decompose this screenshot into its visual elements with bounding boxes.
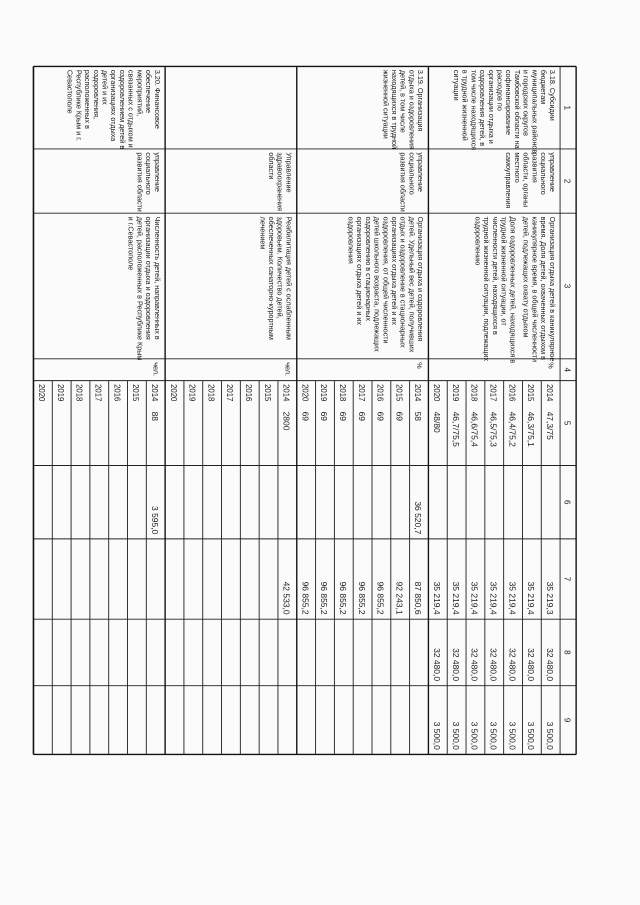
executor: Управлениездравоохраненияобласти [267,152,294,212]
year-cell: 2014 [149,384,159,402]
unit-cell: % [414,362,424,369]
value-cell: 69 [394,411,405,422]
indicator-text: Реабилитация детей с ослабленнымздоровьем. Количество детей,обеспеченных санаторно-курортнымлечением [258,216,294,340]
funding-col9: 3 500,0 [544,721,555,750]
year-cell: 2019 [319,384,329,402]
executor: управлениесоциальногоразвития области [135,152,162,212]
funding-col7: 35 219,3 [544,581,555,615]
funding-col7: 35 219,4 [526,581,537,615]
funding-col7: 92 243,1 [394,581,405,615]
funding-col8: 32 480,0 [469,648,480,682]
funding-col8: 32 480,0 [544,648,555,682]
indicator-text: Организация отдыха детей в каникулярноевремя. Доля детей, охваченных отдыхом вканикулярное время, в общей численностидетей, подлежащих охвату отдыхом [521,216,557,363]
funding-col7: 35 219,4 [507,581,518,615]
funding-col7: 96 855,2 [356,581,367,615]
funding-col7: 87 850,6 [413,581,424,615]
column-number-3: 3 [562,283,572,289]
column-number-2: 2 [562,178,572,184]
value-cell: 58 [413,411,424,422]
column-number-4: 4 [562,367,572,372]
value-cell: 46,7/75,5 [450,411,461,447]
year-cell: 2019 [187,384,197,402]
executor: управлениесоциальногоразвитияобласти, органыместногосамоуправления [504,152,557,209]
funding-col8: 32 480,0 [488,648,499,682]
column-number-5: 5 [562,420,572,426]
year-cell: 2017 [225,384,235,402]
year-cell: 2017 [356,384,366,402]
column-number-1: 1 [562,105,572,110]
year-cell: 2017 [488,384,498,402]
column-number-6: 6 [562,499,572,505]
year-cell: 2014 [413,384,423,402]
year-cell: 2016 [112,384,122,402]
funding-col7: 35 219,4 [469,581,480,615]
value-cell: 69 [375,411,386,422]
event-name: 3.20. Финансовоеобеспечениемероприятий,связанных с отдыхом иоздоровлением детей ворганизациях отдыхадетей и ихоздоровления,расположенных вРеспублике Крым и г.Севастополе [65,69,162,150]
funding-col6: 36 520,7 [413,501,424,535]
funding-col8: 32 480,0 [526,648,537,682]
year-cell: 2016 [375,384,385,402]
funding-col7: 42 533,0 [281,581,292,615]
funding-col8: 32 480,0 [432,648,443,682]
year-cell: 2019 [450,384,460,402]
funding-col9: 3 500,0 [450,721,461,750]
funding-col9: 3 500,0 [507,721,518,750]
column-number-8: 8 [562,650,572,655]
indicator-text: Организация отдыха и оздоровлениядетей. Удельный вес детей, получившихотдых и оздоровление в стационарныхорганизациях отдыха детей и ихоздоровления, от общей численностидетей школьного возраста, подлежащихоздоровлению в стационарныхорганизациях отдыха детей и ихоздоровления [346,216,426,353]
year-cell: 2017 [93,384,103,402]
rotated-table [37,70,572,750]
event-name: 3.18. Субсидиибюджетаммуниципальных районови городских округовТамбовской области насофинансированиерасходов поорганизации отдыха иоздоровления детей, втом числе находящихсяв трудной жизненнойситуации [451,69,557,154]
year-cell: 2015 [526,384,536,402]
executor: управлениесоциальногоразвития области [398,152,426,212]
value-cell: 69 [356,411,367,422]
indicator-text: Доля оздоровленных детей, находящихся втрудной жизненной ситуации, отчисленности детей, находящихся втрудной жизненной ситуации, подлежащихоздоровлению [473,216,518,364]
funding-col7: 96 855,2 [319,581,330,615]
funding-col9: 3 500,0 [488,721,499,750]
year-cell: 2020 [37,384,47,402]
column-number-7: 7 [562,576,572,582]
funding-col9: 3 500,0 [526,721,537,750]
funding-col9: 3 500,0 [432,721,443,750]
unit-cell: чел. [283,362,293,377]
year-cell: 2016 [243,384,253,402]
funding-col7: 35 219,4 [432,581,443,615]
unit-cell: чел. [151,362,161,377]
year-cell: 2018 [74,384,84,402]
event-name: 3.19. Организацияотдыха и оздоровлениядетей, в том численаходящихся в труднойжизненной ситуации [381,69,426,150]
value-cell: 69 [300,411,311,422]
value-cell: 46,5/75,3 [488,411,499,447]
value-cell: 48/80 [432,411,443,433]
funding-col7: 35 219,4 [450,581,461,615]
value-cell: 69 [319,411,330,422]
rotated-table-scan [16,28,626,876]
year-cell: 2020 [168,384,178,402]
value-cell: 88 [149,411,160,422]
year-cell: 2020 [432,384,442,402]
year-cell: 2014 [281,384,291,402]
value-cell: 46,6/75,4 [469,411,480,447]
year-cell: 2018 [469,384,479,402]
year-cell: 2019 [55,384,65,402]
funding-col7: 96 855,2 [300,581,311,615]
funding-col7: 96 855,2 [338,581,349,615]
year-cell: 2014 [544,384,554,402]
funding-col6: 3 595,0 [149,506,160,535]
funding-col9: 3 500,0 [469,721,480,750]
funding-col8: 32 480,0 [450,648,461,682]
funding-col8: 32 480,0 [507,648,518,682]
value-cell: 46,3/75,1 [526,411,537,447]
funding-col7: 96 855,2 [375,581,386,615]
funding-col7: 35 219,4 [488,581,499,615]
value-cell: 2800 [281,411,292,431]
year-cell: 2015 [131,384,141,402]
year-cell: 2018 [338,384,348,402]
table-content [37,70,572,750]
year-cell: 2018 [206,384,216,402]
indicator-text: Численность детей, направленных ворганизации отдыха и оздоровлениядетей, расположенных в Республике Крыми г.Севастополе [126,216,162,361]
year-cell: 2015 [262,384,272,402]
value-cell: 47,3/75 [544,411,555,440]
unit-cell: % [546,362,556,369]
value-cell: 46,4/75,2 [507,411,518,447]
year-cell: 2015 [394,384,404,402]
year-cell: 2020 [300,384,310,402]
year-cell: 2016 [507,384,517,402]
value-cell: 69 [338,411,349,422]
column-number-9: 9 [562,717,572,723]
